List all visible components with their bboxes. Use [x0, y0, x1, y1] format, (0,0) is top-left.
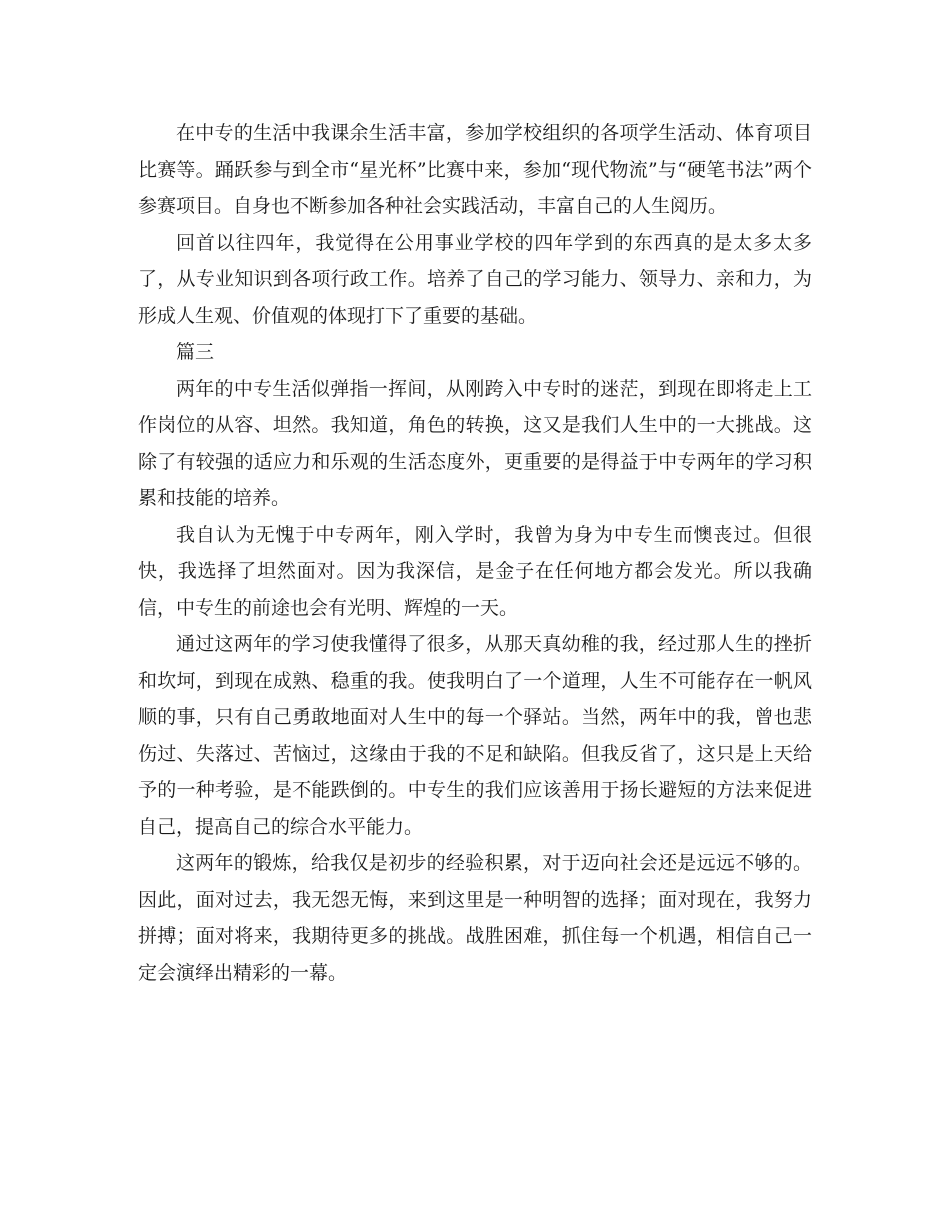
paragraph-future-outlook: 这两年的锻炼，给我仅是初步的经验积累，对于迈向社会还是远远不够的。因此，面对过去，我无怨无悔，来到这里是一种明智的选择；面对现在，我努力拼搏；面对将来，我期待更多的挑战。战胜困难，抓住每一个机遇，相信自己一定会演绎出精彩的一幕。: [138, 852, 812, 984]
paragraph-four-years-review: 回首以往四年，我觉得在公用事业学校的四年学到的东西真的是太多太多了，从专业知识到各项行政工作。培养了自己的学习能力、领导力、亲和力，为形成人生观、价值观的体现打下了重要的基础。: [138, 231, 812, 327]
section-heading: 篇三: [176, 341, 215, 363]
document-body: [138, 115, 812, 991]
paragraph-lessons-learned: 通过这两年的学习使我懂得了很多，从那天真幼稚的我，经过那人生的挫折和坎坷，到现在成熟、稳重的我。使我明白了一个道理，人生不可能存在一帆风顺的事，只有自己勇敢地面对人生中的每一个驿站。当然，两年中的我，曾也悲伤过、失落过、苦恼过，这缘由于我的不足和缺陷。但我反省了，这只是上天给予的一种考验，是不能跌倒的。中专生的我们应该善用于扬长避短的方法来促进自己，提高自己的综合水平能力。: [138, 633, 812, 838]
paragraph-two-years: 两年的中专生活似弹指一挥间，从刚跨入中专时的迷茫，到现在即将走上工作岗位的从容、坦然。我知道，角色的转换，这又是我们人生中的一大挑战。这除了有较强的适应力和乐观的生活态度外，更重要的是得益于中专两年的学习积累和技能的培养。: [138, 377, 812, 509]
paragraph-student-activities: 在中专的生活中我课余生活丰富，参加学校组织的各项学生活动、体育项目比赛等。踊跃参与到全市“星光杯”比赛中来，参加“现代物流”与“硬笔书法”两个参赛项目。自身也不断参加各种社会实践活动，丰富自己的人生阅历。: [138, 122, 812, 217]
paragraph-self-confidence: 我自认为无愧于中专两年，刚入学时，我曾为身为中专生而懊丧过。但很快，我选择了坦然面对。因为我深信，是金子在任何地方都会发光。所以我确信，中专生的前途也会有光明、辉煌的一天。: [138, 523, 812, 619]
